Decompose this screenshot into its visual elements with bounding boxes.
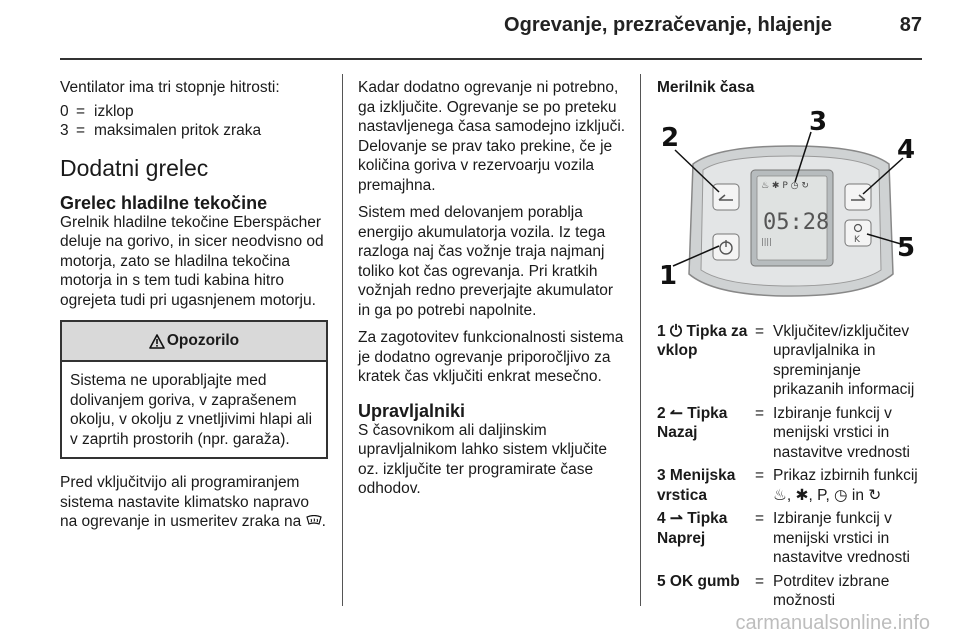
speed-key: 3 <box>60 122 69 139</box>
legend-row <box>657 466 925 505</box>
speed-value: maksimalen pritok zraka <box>94 122 262 139</box>
preparation-text: Pred vključitvijo ali programiranjem sistema nastavite klimatsko napravo na ogrevanje in usmeritev zraka na <box>60 474 309 530</box>
callout-2: 2 <box>661 122 680 153</box>
column-divider-2 <box>640 74 641 606</box>
timer-figure <box>657 106 925 316</box>
legend-value: Potrditev izbrane možnosti <box>773 572 890 609</box>
preparation-paragraph: Pred vključitvijo ali programiranjem sistema nastavite klimatsko napravo na ogrevanje in usmeritev zraka na . <box>60 474 326 530</box>
figure-title: Merilnik časa <box>657 79 755 96</box>
legend-key: 4 ⇀ Tipka Naprej <box>657 510 728 547</box>
legend-sep: = <box>755 404 765 422</box>
speed-sep: = <box>76 102 86 120</box>
battery-paragraph: Sistem med delovanjem porablja energijo akumulatorja vozila. Iz tega razloga naj čas vožnje traja najmanj toliko kot čas ogrevanja. Pri kratkih vožnjah redno preverjajte akumulator in ga po potrebi napolnite. <box>358 204 614 319</box>
legend-table <box>657 322 925 611</box>
page-header-title: Ogrevanje, prezračevanje, hlajenje <box>504 14 832 36</box>
warning-title: Opozorilo <box>166 332 240 350</box>
callout-5: 5 <box>897 232 916 263</box>
column-3 <box>657 78 925 615</box>
section-title: Dodatni grelec <box>60 154 209 181</box>
svg-text:||||: |||| <box>761 236 772 246</box>
svg-text:♨ ✱ P ◷ ↻: ♨ ✱ P ◷ ↻ <box>761 180 809 191</box>
legend-sep: = <box>755 467 765 484</box>
speed-value: izklop <box>94 102 134 120</box>
legend-value: Vključitev/izključitev upravljalnika in spreminjanje prikazanih informacij <box>773 322 915 398</box>
legend-key: 5 OK gumb <box>657 572 740 590</box>
watermark: carmanualsonline.info <box>735 612 930 634</box>
speed-key: 0 <box>60 102 69 120</box>
speed-sep: = <box>76 122 86 139</box>
warning-header <box>62 322 326 362</box>
callout-3: 3 <box>809 106 828 137</box>
warning-box <box>60 320 328 459</box>
legend-sep: = <box>755 322 765 340</box>
legend-key: 2 ↼ Tipka Nazaj <box>657 404 728 441</box>
warning-triangle-icon <box>149 334 165 349</box>
column-1 <box>60 78 328 532</box>
legend-row <box>657 404 925 463</box>
fan-speed-intro: Ventilator ima tri stopnje hitrosti: <box>60 79 280 96</box>
header-rule <box>60 58 922 60</box>
legend-key: 1 ⏻ Tipka za vklop <box>657 322 748 359</box>
legend-row <box>657 509 925 568</box>
windshield-defrost-icon <box>306 515 322 527</box>
legend-sep: = <box>755 572 765 590</box>
controls-title: Upravljalniki <box>358 400 466 421</box>
monthly-paragraph: Za zagotovitev funkcionalnosti sistema je dodatno ogrevanje priporočljivo za kratek čas vključiti enkrat mesečno. <box>358 329 624 385</box>
legend-value: Izbiranje funkcij v menijski vrstici in nastavitve vrednosti <box>773 404 910 461</box>
fan-speed-list <box>60 102 328 141</box>
legend-value: Izbiranje funkcij v menijski vrstici in nastavitve vrednosti <box>773 510 910 566</box>
callout-4: 4 <box>897 134 916 165</box>
legend-row <box>657 572 925 611</box>
page-number: 87 <box>899 14 922 36</box>
warning-text: Sistema ne uporabljajte med dolivanjem goriva, v zaprašenem okolju, v okolju z vnetljivimi hlapi ali v zaprtih prostorih (npr. garaža). <box>70 372 313 448</box>
subsection-title: Grelec hladilne tekočine <box>60 192 268 213</box>
legend-key: 3 Menijska vrstica <box>657 467 736 504</box>
legend-value: Prikaz izbirnih funkcij ♨, ✱, P, ◷ in ↻ <box>773 467 918 504</box>
timer-device-illustration <box>657 106 925 316</box>
callout-1: 1 <box>659 260 678 291</box>
legend-sep: = <box>755 510 765 527</box>
disable-paragraph: Kadar dodatno ogrevanje ni potrebno, ga izključite. Ogrevanje se po preteku nastavljenega časa samodejno izključi. Delovanje se prav tako prekine, če je količina goriva v rezervoarju vozila premajhna. <box>358 79 626 194</box>
ok-key-label: K <box>854 234 860 245</box>
display-time: 05:28 <box>763 209 830 235</box>
controls-paragraph: S časovnikom ali daljinskim upravljalnikom lahko sistem vključite oz. izključite ter programirate čase odhodov. <box>358 421 607 497</box>
column-2 <box>358 78 626 507</box>
column-divider-1 <box>342 74 343 606</box>
legend-row <box>657 322 925 400</box>
coolant-heater-paragraph: Grelnik hladilne tekočine Eberspächer deluje na gorivo, in sicer neodvisno od motorja, zato se hladilna tekočina motorja in s tem tudi kabina hitro ogrejeta tudi pri ugasnjenem motorju. <box>60 213 324 309</box>
